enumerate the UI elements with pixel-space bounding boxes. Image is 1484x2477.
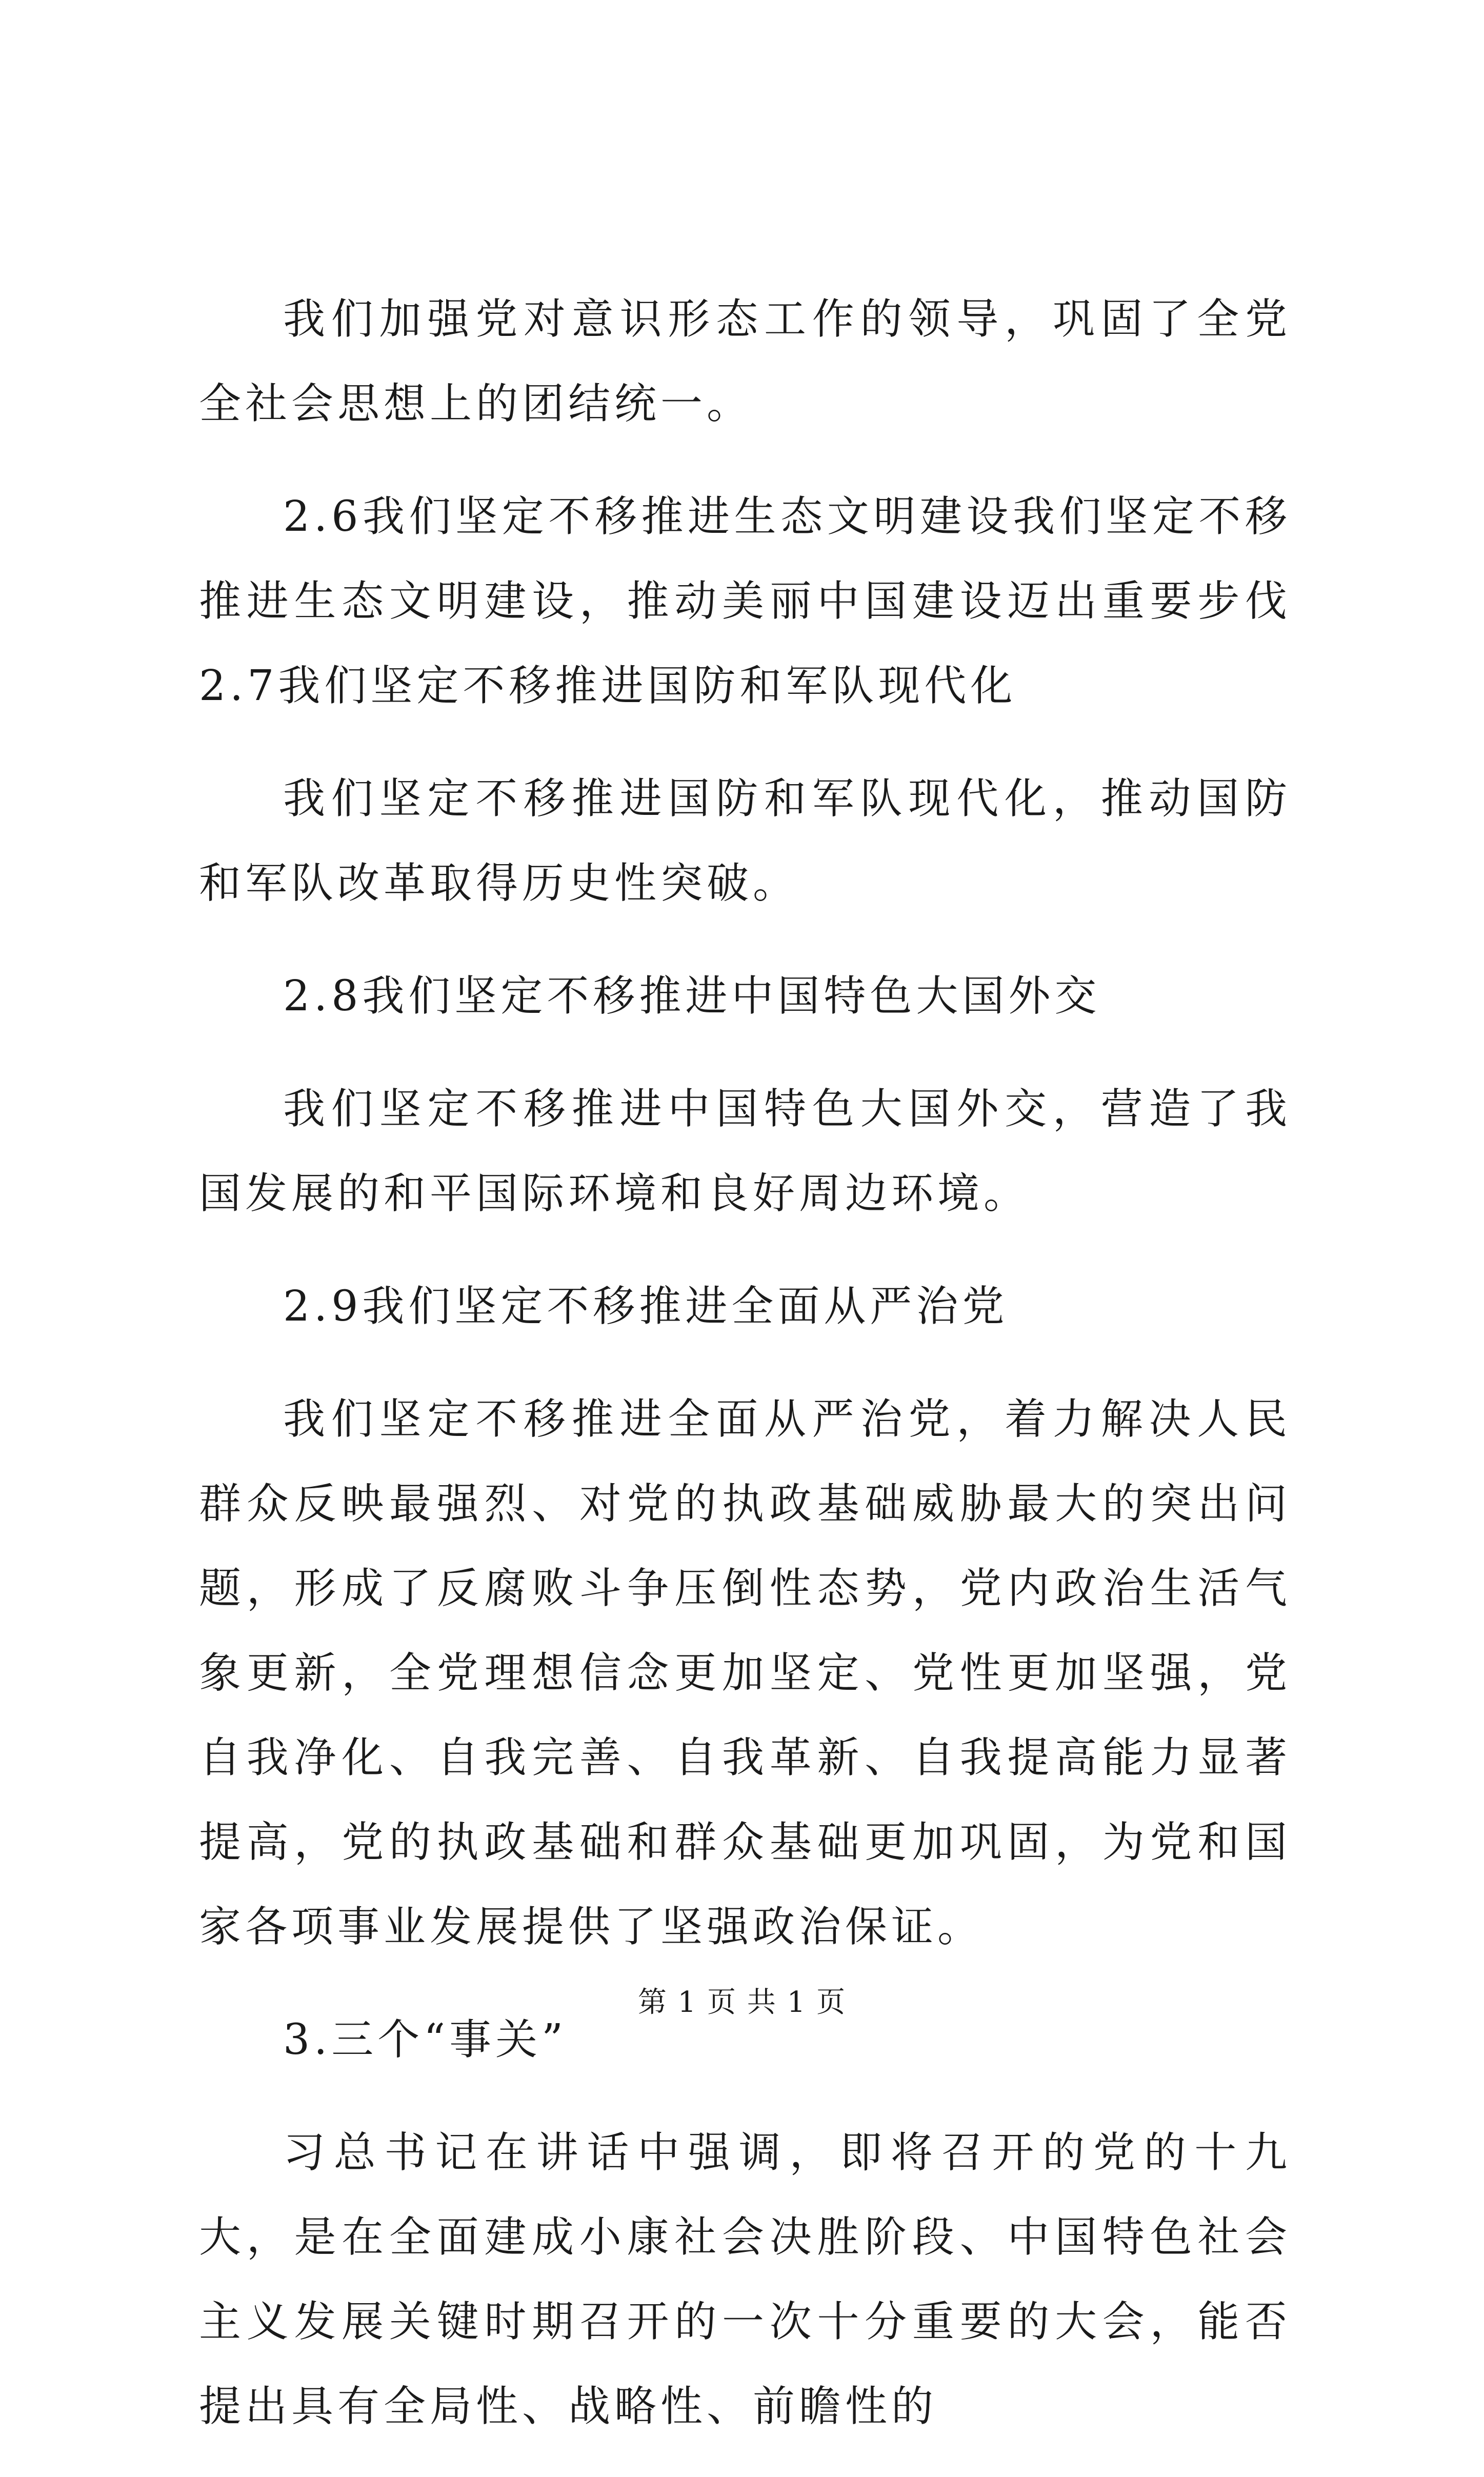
document-body (199, 277, 1291, 2477)
paragraph: 我们坚定不移推进全面从严治党，着力解决人民群众反映最强烈、对党的执政基础威胁最大的突出问题，形成了反腐败斗争压倒性态势，党内政治生活气象更新，全党理想信念更加坚定、党性更加坚强，党自我净化、自我完善、自我革新、自我提高能力显著提高，党的执政基础和群众基础更加巩固，为党和国家各项事业发展提供了坚强政治保证。 (199, 1395, 1291, 1951)
paragraph: 我们坚定不移推进国防和军队现代化，推动国防和军队改革取得历史性突破。 (199, 774, 1291, 908)
paragraph: 我们加强党对意识形态工作的领导，巩固了全党全社会思想上的团结统一。 (199, 295, 1291, 428)
paragraph: 2.9我们坚定不移推进全面从严治党 (283, 1282, 1009, 1331)
paragraph: 3.三个“事关” (283, 2015, 568, 2064)
paragraph: 我们坚定不移推进中国特色大国外交，营造了我国发展的和平国际环境和良好周边环境。 (199, 1085, 1291, 1218)
page-footer: 第 1 页 共 1 页 (637, 1986, 847, 2019)
paragraph: 2.6我们坚定不移推进生态文明建设我们坚定不移推进生态文明建设，推动美丽中国建设迈出重要步伐2.7我们坚定不移推进国防和军队现代化 (199, 492, 1291, 710)
paragraph: 习总书记在讲话中强调，即将召开的党的十九大，是在全面建成小康社会决胜阶段、中国特色社会主义发展关键时期召开的一次十分重要的大会，能否提出具有全局性、战略性、前瞻性的 (199, 2128, 1291, 2431)
paragraph: 2.8我们坚定不移推进中国特色大国外交 (283, 972, 1101, 1021)
